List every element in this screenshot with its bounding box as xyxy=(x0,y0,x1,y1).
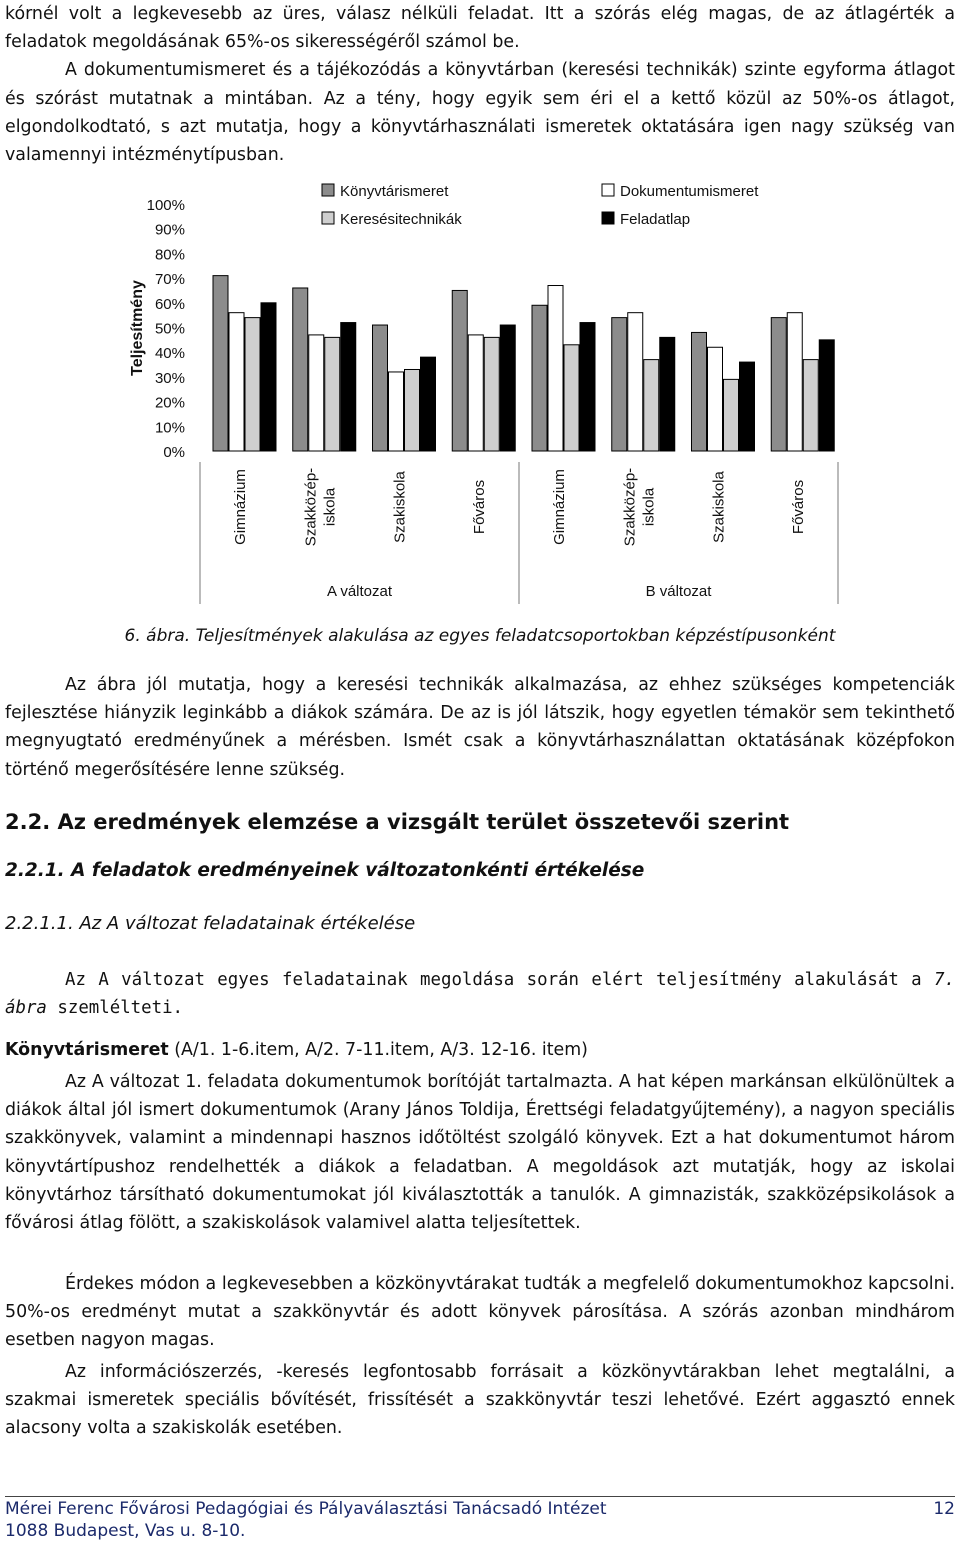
bar xyxy=(468,335,483,451)
bar xyxy=(692,332,707,451)
page-number: 12 xyxy=(933,1499,955,1519)
bar xyxy=(740,362,755,451)
bar xyxy=(373,325,388,451)
x-tick-label: Szakiskola xyxy=(391,471,409,543)
x-tick-label: Főváros xyxy=(471,479,489,535)
bar xyxy=(261,303,276,451)
paragraph-text: Az A változat 1. feladata dokumentumok borítóját tartalmazta. A hat képen markánsan elkülönültek a diákok által jól ismert dokumentumok (Arany János Toldija, Érettségi feladatgyűjtemény), a nagyon speciális szakkönyvek, valamint a mindennapi hasznos időtöltést szolgáló könyvek. Ezt a hat dokumentumot három könyvtártípushoz rendelhették a diákok a feladatban. A megoldások azt mutatják, hogy az iskolai könyvtárhoz társítható dokumentumokat jól kiválasztották a tanulók. A gimnazisták, szakközépsikolások a fővárosi átlag fölött, a szakiskolások valamivel alatta teljesítettek. xyxy=(5,1072,955,1234)
body-paragraph-b xyxy=(5,1270,955,1355)
legend-label: Feladatlap xyxy=(620,211,691,228)
bar xyxy=(229,313,244,451)
y-tick-label: 90% xyxy=(154,221,185,239)
legend-swatch xyxy=(322,184,334,196)
bar xyxy=(771,318,786,451)
y-tick-label: 60% xyxy=(154,295,185,313)
bar xyxy=(500,325,515,451)
legend-label: Keresésitechnikák xyxy=(340,211,462,228)
legend-swatch xyxy=(322,212,334,224)
x-tick-label: Főváros xyxy=(790,479,808,535)
topic-line xyxy=(5,1036,955,1064)
bar xyxy=(389,372,404,451)
figure-caption xyxy=(0,626,960,646)
section-heading xyxy=(5,810,789,834)
x-tick-label: Szakközép- iskola xyxy=(621,467,658,547)
bar xyxy=(309,335,324,451)
bar xyxy=(421,357,436,451)
topic-items: (A/1. 1-6.item, A/2. 7-11.item, A/3. 12-16. item) xyxy=(168,1040,588,1060)
footer-divider xyxy=(5,1496,955,1497)
bar xyxy=(724,379,739,451)
legend-swatch xyxy=(602,184,614,196)
topic-title: Könyvtárismeret xyxy=(5,1040,169,1060)
figure-reference: 7. ábra xyxy=(5,970,955,1019)
bar xyxy=(787,313,802,451)
paragraph-text: Az információszerzés, -keresés legfontosabb forrásait a közkönyvtárakban lehet megtalálni, a szakmai ismeretek speciális bővítését, frissítését a szakkönyvtár teszi lehetővé. Ezért aggasztó ennek alacsony volta a szakiskolák esetében. xyxy=(5,1362,955,1439)
intro-line: kórnél volt a legkevesebb az üres, válasz nélküli feladat. Itt a szórás elég magas, de az átlagérték a feladatok megoldásának 65%-os sikerességéről számol be. xyxy=(5,4,955,53)
body-paragraph-a xyxy=(5,1068,955,1237)
body-paragraph-c xyxy=(5,1358,955,1443)
group-label: B változat xyxy=(645,583,712,600)
y-tick-label: 40% xyxy=(154,345,185,363)
subsubsection-heading xyxy=(5,913,415,934)
bar xyxy=(341,323,356,451)
heading-number: 2.2.1.1. xyxy=(5,913,74,934)
legend-label: Könyvtárismeret xyxy=(340,183,449,200)
page-footer xyxy=(5,1498,955,1542)
footer-address: 1088 Budapest, Vas u. 8-10. xyxy=(5,1521,246,1541)
legend-label: Dokumentumismeret xyxy=(620,183,759,200)
intro-text xyxy=(5,0,955,169)
bar xyxy=(580,323,595,451)
bar xyxy=(452,290,467,451)
subsection-heading xyxy=(5,860,644,881)
y-tick-label: 30% xyxy=(154,369,185,387)
y-tick-label: 0% xyxy=(163,444,185,461)
footer-institution: Mérei Ferenc Fővárosi Pedagógiai és Pályaválasztási Tanácsadó Intézet xyxy=(5,1499,607,1519)
bar xyxy=(532,305,547,451)
y-tick-label: 80% xyxy=(154,246,185,264)
figure-reference-paragraph xyxy=(5,966,955,1022)
bar xyxy=(803,360,818,451)
y-tick-label: 100% xyxy=(146,197,185,214)
bar xyxy=(325,337,340,451)
y-axis-title: Teljesítmény xyxy=(129,280,146,376)
heading-number: 2.2.1. xyxy=(5,860,65,881)
paragraph-text: Az A változat egyes feladatainak megoldása során elért teljesítmény alakulását a xyxy=(65,970,922,990)
x-tick-label: Gimnázium xyxy=(231,469,249,545)
caption-number: 6. ábra. xyxy=(124,626,191,646)
bar xyxy=(405,369,420,451)
paragraph-text: Az ábra jól mutatja, hogy a keresési technikák alkalmazása, az ehhez szükséges kompetenciák fejlesztése hiányzik leginkább a diákok számára. De az is jól látszik, hogy egyetlen témakör sem tekinthető megnyugtató eredményűnek a mérésben. Ismét csak a könyvtárhasználattan oktatásának középfokon történő megerősítésére lenne szükség. xyxy=(5,675,955,780)
y-tick-label: 10% xyxy=(154,419,185,437)
bar xyxy=(548,286,563,451)
heading-number: 2.2. xyxy=(5,810,51,834)
heading-text: Az A változat feladatainak értékelése xyxy=(79,913,416,934)
bar xyxy=(660,337,675,451)
x-tick-label: Szakiskola xyxy=(710,471,728,543)
heading-text: Az eredmények elemzése a vizsgált terület összetevői szerint xyxy=(57,810,790,834)
y-tick-label: 70% xyxy=(154,271,185,289)
bar xyxy=(213,276,228,451)
bar xyxy=(819,340,834,451)
performance-chart xyxy=(0,170,960,610)
intro-paragraph: A dokumentumismeret és a tájékozódás a könyvtárban (keresési technikák) szinte egyforma átlagot és szórást mutatnak a mintában. Az a tény, hogy egyik sem éri el a kettő közül az 50%-os átlagot, elgondolkodtató, s azt mutatja, hogy a könyvtárhasználati ismeretek oktatására igen nagy szükség van valamennyi intézménytípusban. xyxy=(5,60,955,166)
bar xyxy=(644,360,659,451)
bar xyxy=(245,318,260,451)
paragraph-text: Érdekes módon a legkevesebben a közkönyvtárakat tudták a megfelelő dokumentumokhoz kapcsolni. 50%-os eredményt mutat a szakkönyvtár és adott könyvek párosítása. A szórás azonban mindhárom esetben nagyon magas. xyxy=(5,1274,955,1351)
x-tick-label: Szakközép- iskola xyxy=(302,467,339,547)
y-tick-label: 20% xyxy=(154,394,185,412)
bar xyxy=(612,318,627,451)
caption-text: Teljesítmények alakulása az egyes feladatcsoportokban képzéstípusonként xyxy=(195,626,836,646)
heading-text: A feladatok eredményeinek változatonkénti értékelése xyxy=(71,860,645,881)
bar xyxy=(628,313,643,451)
bar xyxy=(484,337,499,451)
body-paragraph-1 xyxy=(5,671,955,784)
bar xyxy=(293,288,308,451)
paragraph-text: szemlélteti. xyxy=(57,998,184,1019)
legend-swatch xyxy=(602,212,614,224)
group-label: A változat xyxy=(326,583,393,600)
bar xyxy=(564,345,579,451)
y-tick-label: 50% xyxy=(154,320,185,338)
bar xyxy=(708,347,723,451)
x-tick-label: Gimnázium xyxy=(550,469,568,545)
